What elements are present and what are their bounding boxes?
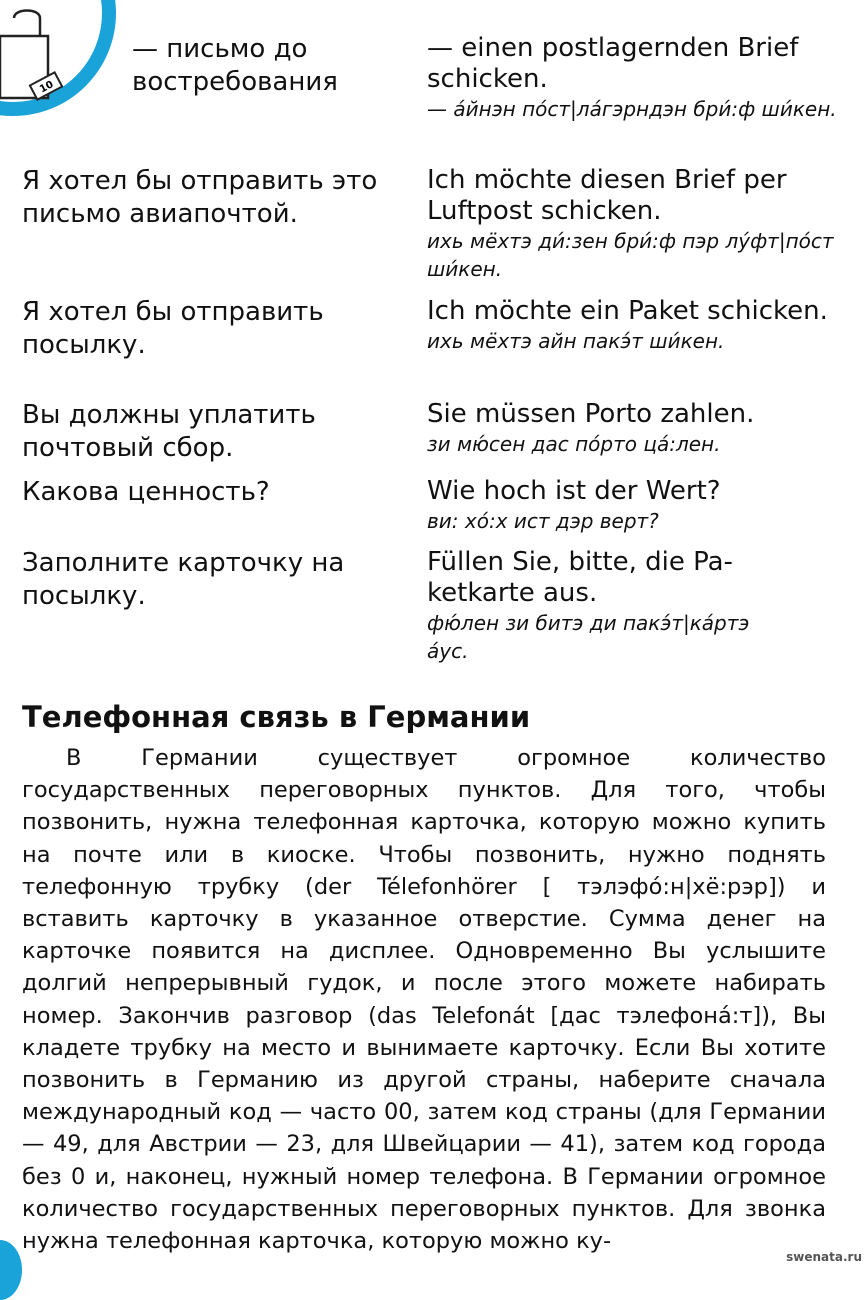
german-phrase xyxy=(427,296,847,355)
transcription: ихь мёхтэ айн пакэ́т ши́кен. xyxy=(427,329,725,353)
transcription: фю́лен зи битэ ди пакэ́т|ка́ртэ а́ус. xyxy=(427,611,750,663)
shopping-bag-icon xyxy=(0,6,70,116)
russian-phrase: Вы должны уплатить почтовый сбор. xyxy=(22,400,316,463)
watermark: swenata.ru xyxy=(786,1250,862,1264)
german-phrase xyxy=(427,547,787,665)
body-paragraph: В Германии существует огромное количество государственных переговорных пунктов. Для того, чтобы позвонить, нужна телефонная карточка, которую можно купить на почте или в киоске. Чтобы позвонить, нужно поднять телефонную трубку (der Télefonhörer [ тэлэфо́:н|хё:рэр]) и вставить карточку в указанное отверстие. Сумма денег на карточке появится на дисплее. Одновременно Вы услышите долгий непрерывный гудок, и после этого можете набирать номер. Закончив разговор (das Telefonát [дас тэлефона́:т]), Вы кладете трубку на место и вынимаете карточку. Если Вы хотите позвонить в Германию из другой страны, наберите сначала международный код — часто 00, затем код страны (для Германии — 49, для Австрии — 23, для Швейцарии — 41), затем код города без 0 и, наконец, нужный номер телефона. В Германии огромное количество государственных переговорных пунктов. Для звонка нужна телефонная карточка, которую можно ку- xyxy=(22,745,826,1255)
german-phrase xyxy=(427,165,847,283)
german-text: Wie hoch ist der Wert? xyxy=(427,476,721,506)
section-heading: Телефонная связь в Германии xyxy=(22,700,531,734)
transcription: — а́йнэн по́ст|ла́гэрндэн бри́:ф ши́кен. xyxy=(427,97,837,121)
transcription: ихь мёхтэ ди́:зен бри́:ф пэр лу́фт|по́ст ши́кен. xyxy=(427,229,834,281)
russian-phrase: Я хотел бы отправить посылку. xyxy=(22,297,324,360)
german-text: Ich möchte diesen Brief per Luftpost schicken. xyxy=(427,165,787,226)
german-text: Sie müssen Porto zahlen. xyxy=(427,399,755,429)
german-text: — einen postlagernden Brief schicken. xyxy=(427,33,799,94)
russian-phrase: Заполните карточку на посылку. xyxy=(22,548,345,611)
german-phrase xyxy=(427,33,847,123)
german-phrase xyxy=(427,399,847,458)
german-text: Ich möchte ein Paket schicken. xyxy=(427,296,828,326)
russian-phrase: Какова ценность? xyxy=(22,477,270,507)
corner-decoration-bottom xyxy=(0,1240,22,1300)
transcription: зи мю́сен дас по́рто ца́:лен. xyxy=(427,432,721,456)
german-phrase xyxy=(427,476,847,535)
transcription: ви: хо́:х ист дэр верт? xyxy=(427,509,659,533)
russian-phrase: — письмо до востребования xyxy=(132,34,338,97)
russian-phrase: Я хотел бы отправить это письмо авиапочтой. xyxy=(22,166,378,229)
bill-badge-text: 10 xyxy=(37,79,56,96)
german-text: Füllen Sie, bitte, die Pa-ketkarte aus. xyxy=(427,547,733,608)
